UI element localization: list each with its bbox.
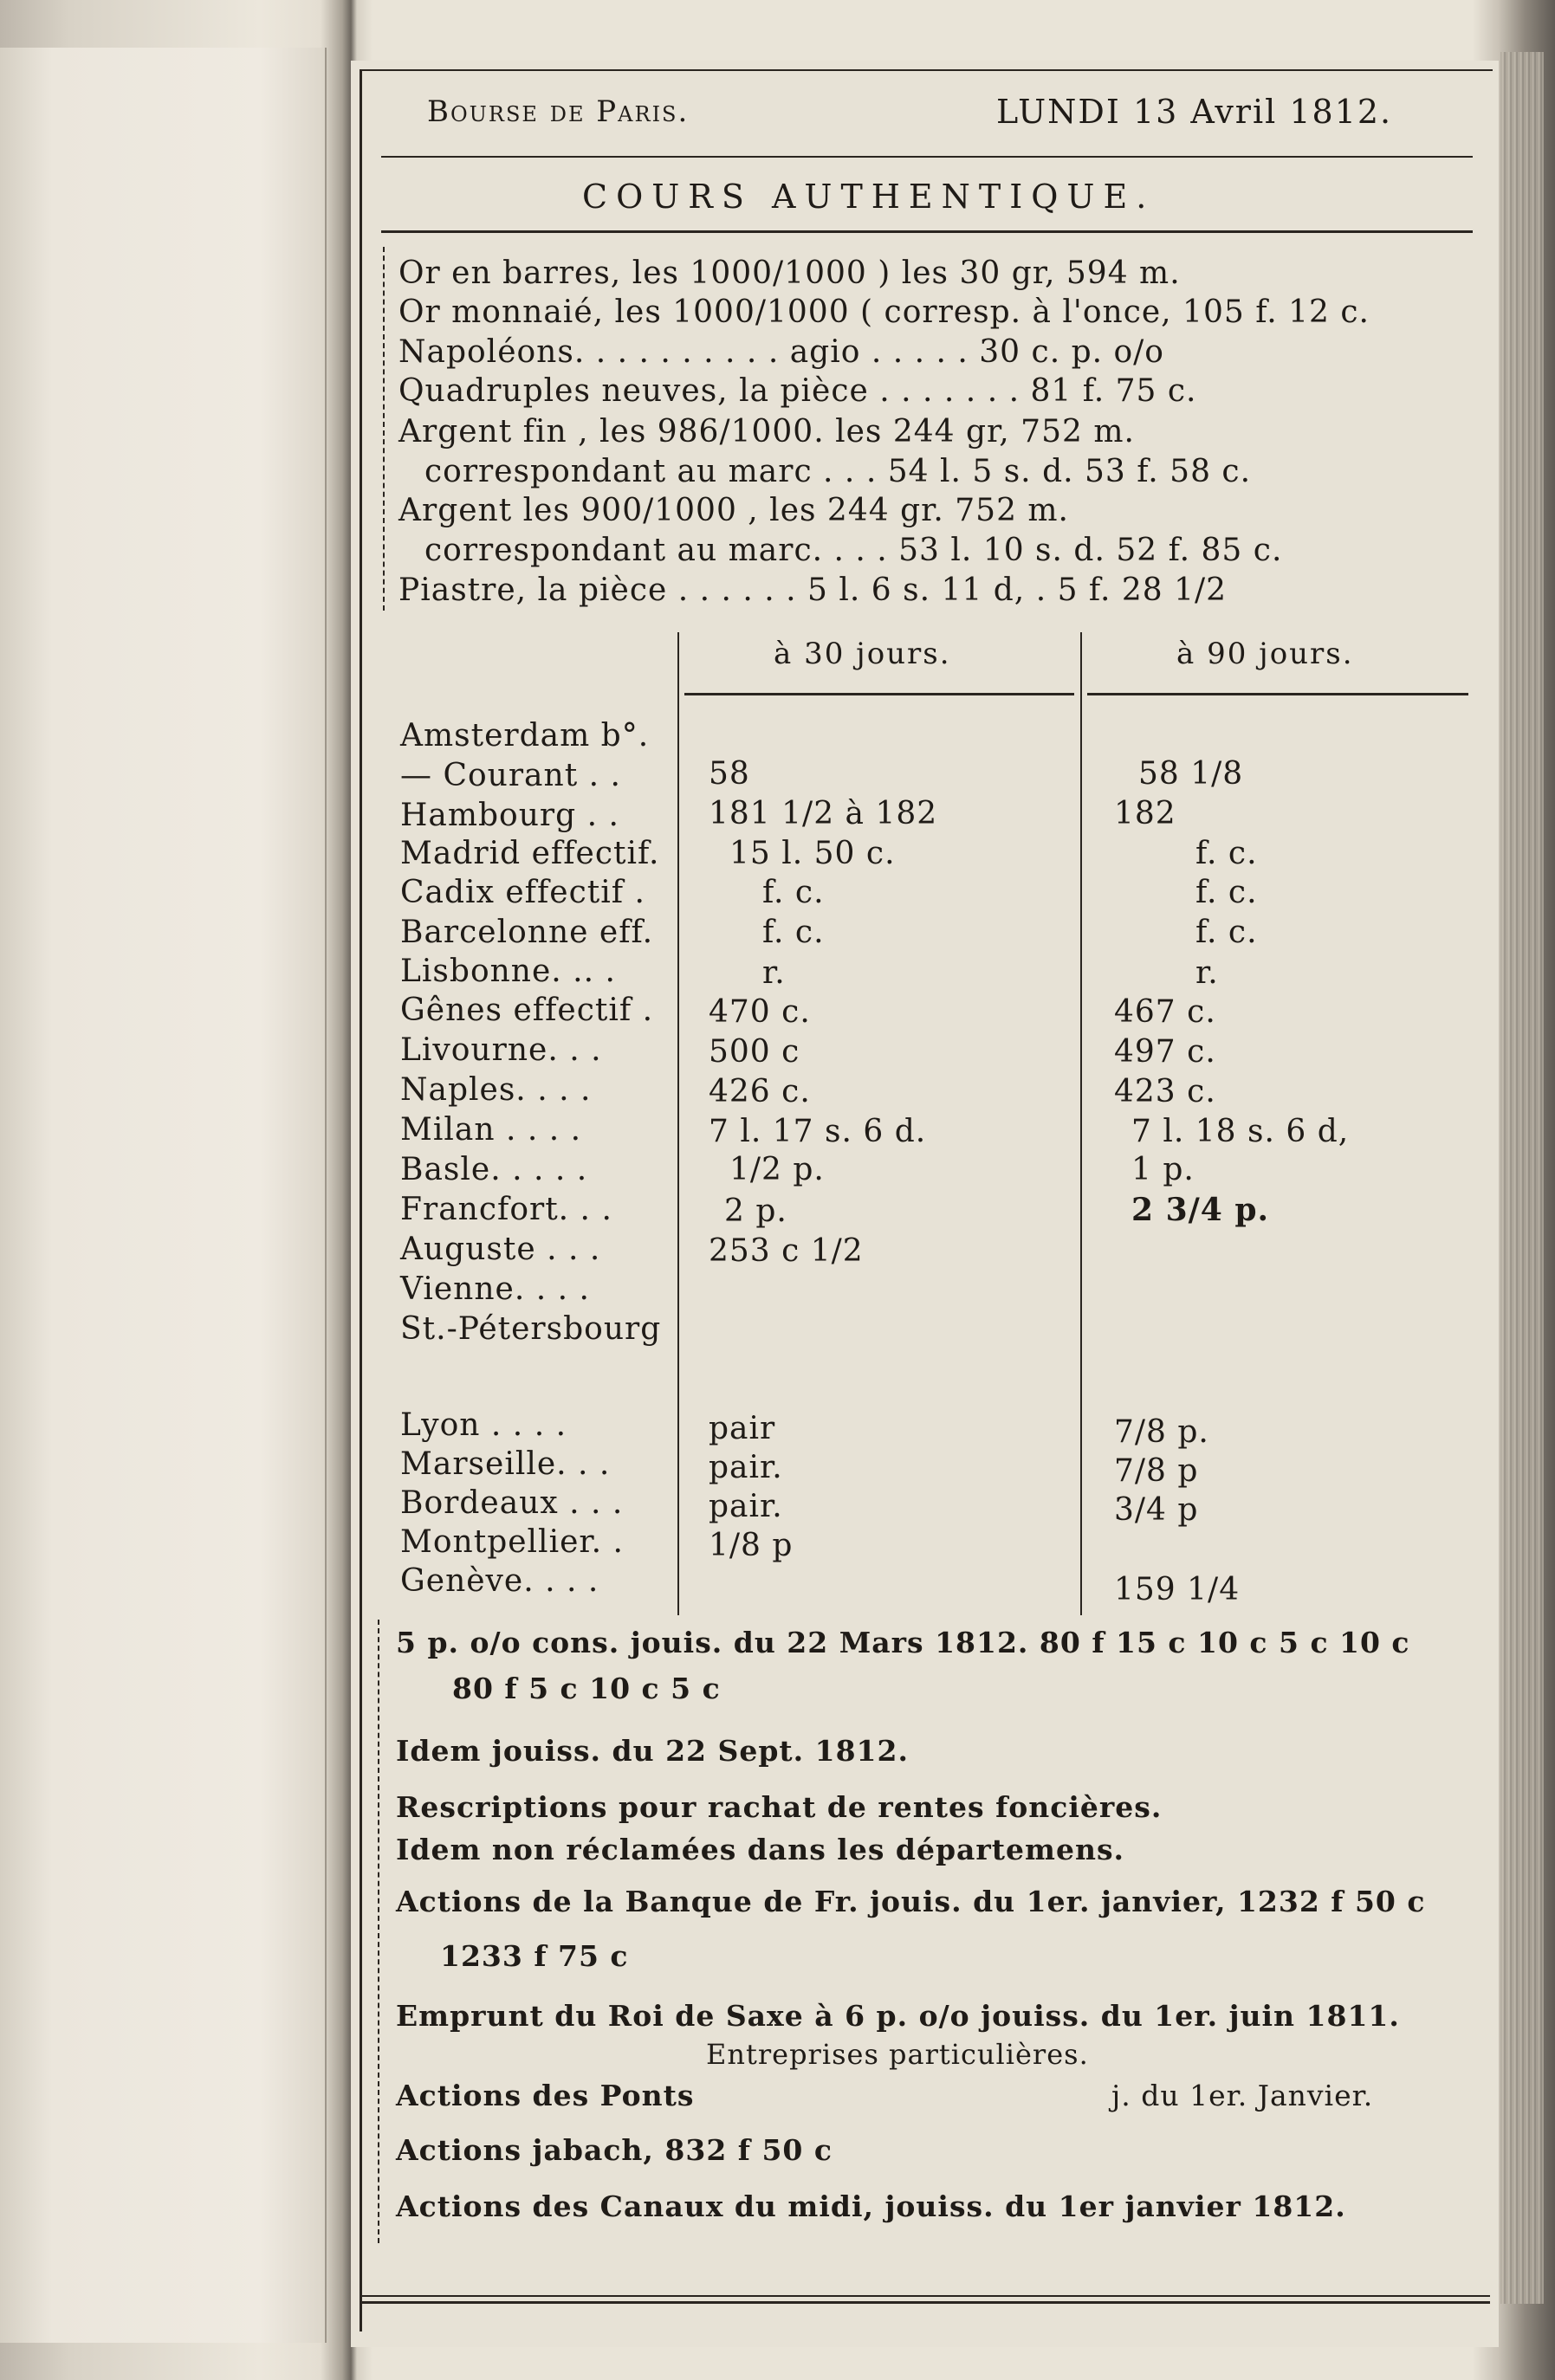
rate-90: f. c.: [1195, 836, 1258, 871]
place-label: Bordeaux . . .: [400, 1485, 624, 1521]
col-header-rule-30: [684, 693, 1074, 695]
rate-90: 182: [1114, 796, 1176, 831]
fund-5pct: 5 p. o/o cons. jouis. du 22 Mars 1812. 80 f 15 c 10 c 5 c 10 c: [396, 1626, 1410, 1659]
fund-idem-sept: Idem jouiss. du 22 Sept. 1812.: [396, 1734, 909, 1768]
col-header-rule-90: [1087, 693, 1468, 695]
rate-90: f. c.: [1195, 875, 1258, 910]
fund-jabach: Actions jabach, 832 f 50 c: [396, 2133, 833, 2167]
rate-30: 253 c 1/2: [709, 1233, 864, 1269]
rate-30: 15 l. 50 c.: [729, 836, 896, 871]
fund-banque-cont: 1233 f 75 c: [440, 1939, 629, 1973]
rate-90: 3/4 p: [1114, 1492, 1199, 1528]
rate-30: pair.: [709, 1489, 783, 1524]
rate-30: 181 1/2 à 182: [709, 796, 938, 831]
fund-emprunt: Emprunt du Roi de Saxe à 6 p. o/o jouiss. du 1er. juin 1811.: [396, 1999, 1400, 2033]
rate-90: 7/8 p.: [1114, 1414, 1209, 1450]
rate-90: 467 c.: [1114, 994, 1216, 1030]
metal-line: Argent les 900/1000 , les 244 gr. 752 m.: [398, 493, 1069, 528]
funds-left-rule: [378, 1620, 379, 2243]
rate-30: 470 c.: [709, 994, 811, 1030]
rate-30: 58: [709, 756, 750, 792]
rate-90: 1 p.: [1131, 1152, 1195, 1187]
place-label: Basle. . . . .: [400, 1152, 588, 1187]
rate-30: 7 l. 17 s. 6 d.: [709, 1114, 927, 1149]
place-label: Francfort. . .: [400, 1192, 612, 1227]
rate-30: 2 p.: [724, 1193, 787, 1229]
place-label: Gênes effectif .: [400, 993, 654, 1028]
place-label: Livourne. . .: [400, 1032, 602, 1068]
rate-90: r.: [1195, 955, 1219, 991]
place-label: Milan . . . .: [400, 1112, 582, 1148]
page-edges: [1500, 52, 1544, 2304]
place-label: Hambourg . .: [400, 798, 619, 833]
frame-bottom-rule: [362, 2295, 1490, 2304]
place-label: Barcelonne eff.: [400, 915, 654, 950]
rate-90: 497 c.: [1114, 1034, 1216, 1070]
rate-30: f. c.: [762, 875, 825, 910]
title-rule: [381, 230, 1473, 233]
metal-line: Or en barres, les 1000/1000 ) les 30 gr, 594 m.: [398, 255, 1181, 291]
facing-page: [0, 48, 327, 2343]
place-label: Cadix effectif .: [400, 875, 645, 910]
rate-90: f. c.: [1195, 915, 1258, 950]
table-rule-right: [1080, 632, 1082, 1615]
place-label: Marseille. . .: [400, 1446, 611, 1482]
rate-90: 7/8 p: [1114, 1453, 1199, 1489]
place-label: Auguste . . .: [400, 1232, 601, 1267]
metal-line: Or monnaié, les 1000/1000 ( corresp. à l'once, 105 f. 12 c.: [398, 294, 1370, 330]
fund-ponts: Actions des Ponts: [396, 2079, 695, 2112]
rate-90: 7 l. 18 s. 6 d,: [1131, 1114, 1350, 1149]
rate-90: 159 1/4: [1114, 1572, 1241, 1607]
place-label: Lyon . . . .: [400, 1407, 567, 1443]
header-rule: [381, 156, 1473, 158]
place-label: Genève. . . .: [400, 1563, 599, 1599]
fund-idem-non: Idem non réclamées dans les départemens.: [396, 1833, 1125, 1866]
rate-30: f. c.: [762, 915, 825, 950]
rate-90: 2 3/4 p.: [1131, 1192, 1270, 1228]
metal-line: Argent fin , les 986/1000. les 244 gr, 752 m.: [398, 414, 1135, 449]
place-label: Montpellier. .: [400, 1524, 624, 1560]
fund-rescriptions: Rescriptions pour rachat de rentes foncières.: [396, 1790, 1163, 1824]
fund-banque: Actions de la Banque de Fr. jouis. du 1er. janvier, 1232 f 50 c: [396, 1885, 1426, 1918]
place-label: Madrid effectif.: [400, 836, 660, 871]
metal-line: Napoléons. . . . . . . . . . agio . . . . . 30 c. p. o/o: [398, 334, 1164, 370]
page-title: COURS AUTHENTIQUE.: [582, 178, 1156, 216]
metal-line: correspondant au marc . . . 54 l. 5 s. d. 53 f. 58 c.: [424, 454, 1252, 489]
rate-30: 1/2 p.: [729, 1152, 825, 1187]
rate-30: 426 c.: [709, 1074, 811, 1109]
rate-90: 423 c.: [1114, 1074, 1216, 1109]
header-date: LUNDI 13 Avril 1812.: [996, 93, 1393, 131]
fund-canaux: Actions des Canaux du midi, jouiss. du 1er janvier 1812.: [396, 2189, 1346, 2223]
col-header-90: à 90 jours.: [1176, 637, 1354, 671]
table-rule-left: [677, 632, 679, 1615]
fund-5pct-cont: 80 f 5 c 10 c 5 c: [452, 1672, 721, 1705]
place-label: St.-Pétersbourg: [400, 1311, 662, 1347]
metal-line: Quadruples neuves, la pièce . . . . . . . 81 f. 75 c.: [398, 373, 1197, 409]
header-bourse: Bourse de Paris.: [427, 94, 690, 129]
metal-line: Piastre, la pièce . . . . . . 5 l. 6 s. 11 d, . 5 f. 28 1/2: [398, 572, 1228, 608]
fund-entreprises: Entreprises particulières.: [706, 2038, 1089, 2071]
metal-line: correspondant au marc. . . . 53 l. 10 s. d. 52 f. 85 c.: [424, 533, 1283, 568]
place-label: Lisbonne. .. .: [400, 954, 616, 989]
rate-30: pair: [709, 1411, 776, 1446]
rate-30: 1/8 p: [709, 1528, 794, 1563]
place-label: Vienne. . . .: [400, 1271, 590, 1307]
rate-30: pair.: [709, 1450, 783, 1485]
place-label: Amsterdam b°.: [400, 718, 650, 753]
col-header-30: à 30 jours.: [774, 637, 951, 671]
place-label: Naples. . . .: [400, 1072, 592, 1108]
place-label: — Courant . .: [400, 758, 621, 793]
rate-30: r.: [762, 955, 786, 991]
rate-90: 58 1/8: [1138, 756, 1244, 792]
metals-left-rule: [383, 247, 385, 611]
fund-ponts-date: j. du 1er. Janvier.: [1111, 2079, 1374, 2112]
rate-30: 500 c: [709, 1034, 800, 1070]
